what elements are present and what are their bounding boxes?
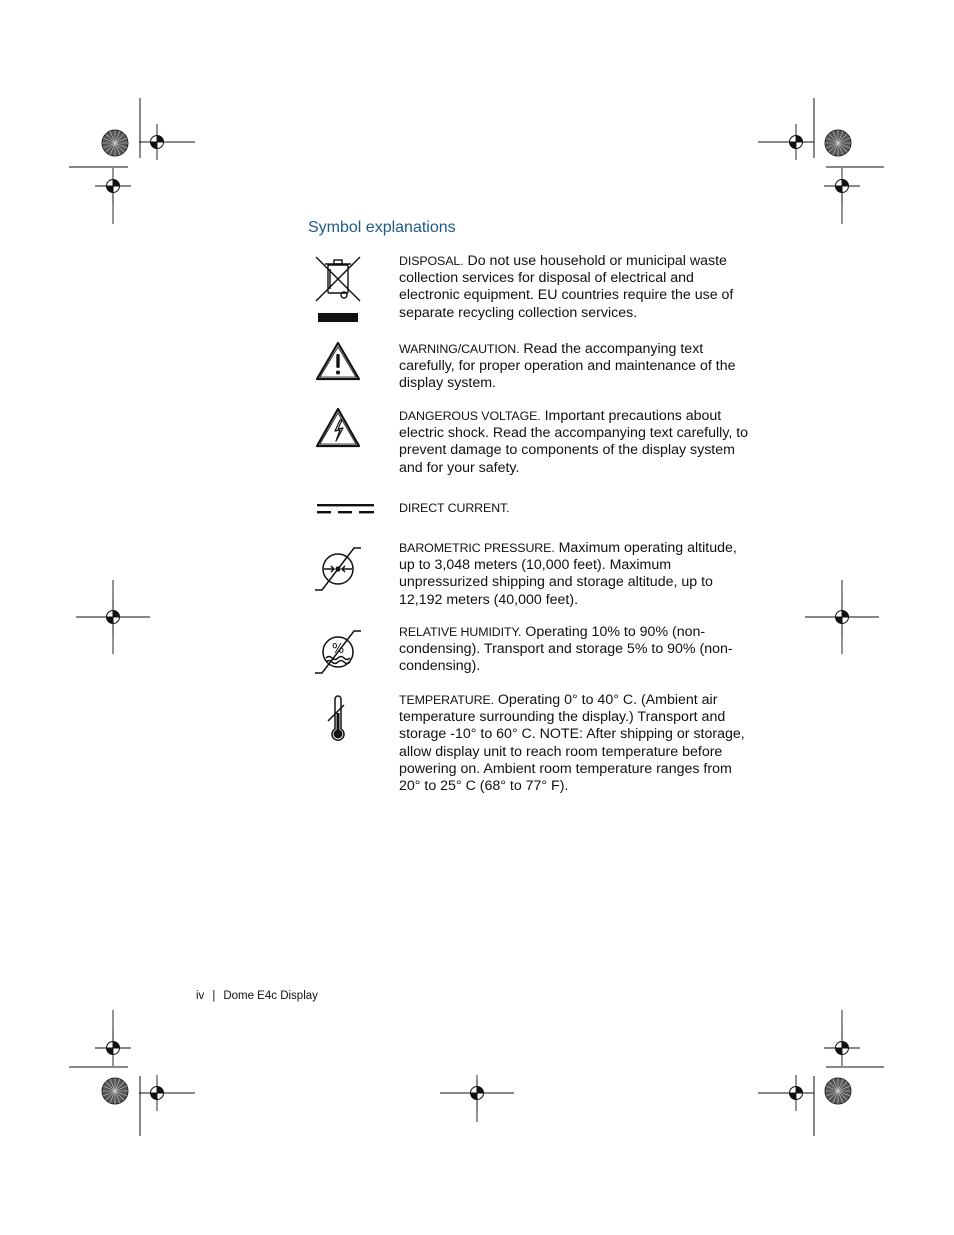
entry-label: RELATIVE HUMIDITY.	[399, 625, 522, 639]
entry-text: Operating 10% to 90% (non-condensing). Transport and storage 5% to 90% (non-condensing).	[399, 624, 733, 675]
entry-text: Maximum operating altitude, up to 3,048 meters (10,000 feet). Maximum unpressurized shipping and storage altitude, up to 12,192 meters (40,000 feet).	[399, 540, 737, 608]
entry-label: DANGEROUS VOLTAGE.	[399, 409, 541, 423]
section-heading: Symbol explanations	[308, 219, 456, 236]
entry-label: BAROMETRIC PRESSURE.	[399, 541, 555, 555]
entry-label: WARNING/CAUTION.	[399, 342, 520, 356]
entry-label: DISPOSAL.	[399, 254, 464, 268]
document-title: Dome E4c Display	[223, 990, 318, 1002]
footer-separator: |	[212, 990, 216, 1002]
entry-text: Do not use household or municipal waste collection services for disposal of electrical and electronic equipment. EU countries require the use of separate recycling collection services.	[399, 253, 734, 321]
percent-symbol: %	[331, 642, 345, 657]
entry-text: Read the accompanying text carefully, for proper operation and maintenance of the display system.	[399, 341, 736, 392]
entry-label: DIRECT CURRENT.	[399, 501, 510, 515]
page-number: iv	[196, 990, 205, 1002]
entry-label: TEMPERATURE.	[399, 693, 494, 707]
entry-text: Operating 0° to 40° C. (Ambient air temperature surrounding the display.) Transport and storage -10° to 60° C. NOTE: After shipping or storage, allow display unit to reach room temperature before powering on. Ambient room temperature ranges from 20° to 25° C (68° to 77° F).	[399, 692, 745, 795]
entry-text: Important precautions about electric shock. Read the accompanying text carefully, to prevent damage to components of the display system and for your safety.	[399, 408, 749, 476]
